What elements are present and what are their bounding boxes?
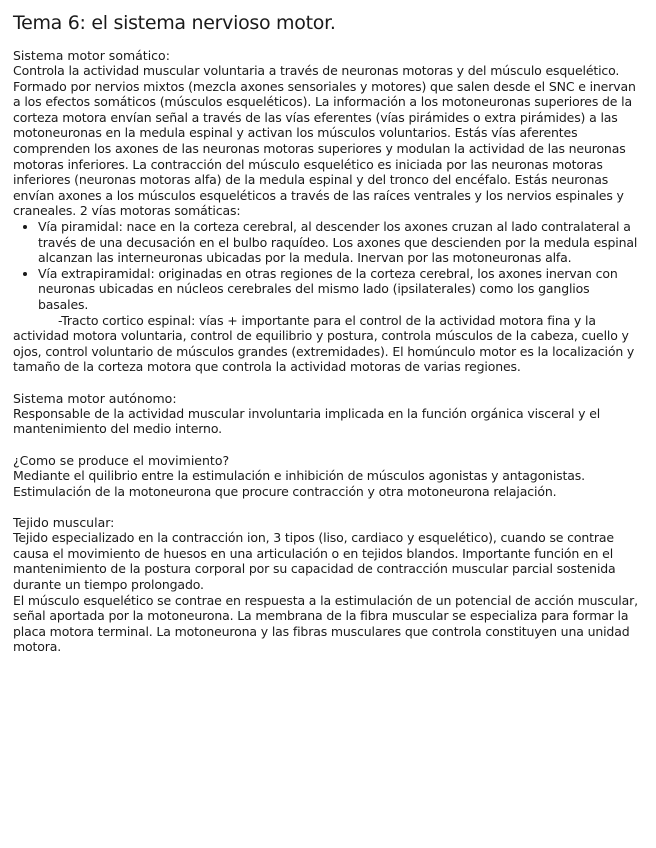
spacer [13, 499, 638, 515]
paragraph: Responsable de la actividad muscular involuntaria implicada en la función orgánica visceral y el mantenimiento del medio interno. [13, 405, 601, 437]
section-heading: Sistema motor autónomo: [13, 390, 177, 406]
paragraph: Controla la actividad muscular voluntaria a través de neuronas motoras y del músculo esquelético. Formado por nervios mixtos (mezcla axones sensoriales y motores) que salen desde el SNC e inervan a los efectos somáticos (músculos esqueléticos). La información a los motoneuronas superiores de la corteza motora envían señal a través de las vías eferentes (vías pirámides o extra pirámides) a las motoneuronas en la medula espinal y activan los músculos voluntarios. Estás vías aferentes comprenden los axones de las neuronas motoras superiores y modulan la actividad de las neuronas motoras inferiores. La contracción del músculo esquelético es iniciada por las neuronas motoras inferiores (neuronas motoras alfa) de la medula espinal y del tronco del encéfalo. Estás neuronas envían axones a los músculos esqueléticos a través de las raíces ventrales y los nervios espinales y craneales. 2 vías motoras somáticas: [13, 63, 636, 219]
bullet-list [13, 219, 638, 313]
section-heading: ¿Como se produce el movimiento? [13, 453, 230, 469]
spacer [13, 375, 638, 391]
paragraph: Tejido especializado en la contracción ion, 3 tipos (liso, cardiaco y esquelético), cuando se contrae causa el movimiento de huesos en una articulación o en tejidos blandos. Importante función en el mantenimiento de la postura corporal por su capacidad de contracción muscular parcial sostenida durante un tiempo prolongado. [13, 530, 616, 593]
section-somatic [13, 48, 638, 375]
section-movement [13, 453, 638, 499]
list-item: • Vía extrapiramidal: originadas en otras regiones de la corteza cerebral, los axones inervan con neuronas ubicadas en núcleos cerebrales del mismo lado (ipsilaterales) como los ganglios basales. [38, 266, 638, 313]
paragraph: Mediante el quilibrio entre la estimulación e inhibición de músculos agonistas y antagonistas. Estimulación de la motoneurona que procure contracción y otra motoneurona relajación. [13, 468, 585, 499]
section-autonomic [13, 391, 638, 437]
section-heading: Tejido muscular: [13, 515, 115, 531]
section-muscle-tissue [13, 515, 638, 655]
paragraph: -Tracto cortico espinal: vías + importante para el control de la actividad motora fina y la actividad motora voluntaria, control de equilibrio y postura, controla músculos de la cabeza, cuello y ojos, control voluntario de músculos grandes (extremidades). El homúnculo motor es la localización y tamaño de la corteza motora que controla la actividad motoras de varias regiones. [13, 312, 635, 375]
spacer [13, 437, 638, 453]
list-item: • Vía piramidal: nace en la corteza cerebral, al descender los axones cruzan al lado contralateral a través de una decusación en el bulbo raquídeo. Los axones que descienden por la medula espinal alcanzan las interneuronas ubicadas por la medula. Inervan por las motoneuronas alfa. [38, 219, 638, 266]
page-title: Tema 6: el sistema nervioso motor. [13, 12, 336, 34]
paragraph: El músculo esquelético se contrae en respuesta a la estimulación de un potencial de acción muscular, señal aportada por la motoneurona. La membrana de la fibra muscular se especializa para formar la placa motora terminal. La motoneurona y las fibras musculares que controla constituyen una unidad motora. [13, 592, 638, 655]
section-heading: Sistema motor somático: [13, 48, 170, 63]
